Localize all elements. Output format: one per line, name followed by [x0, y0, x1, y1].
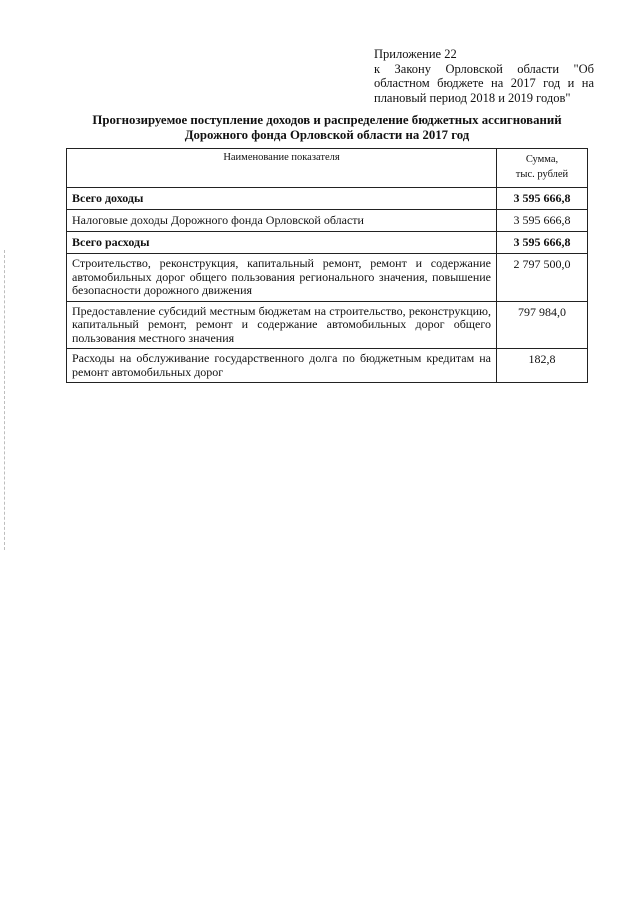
title-line-2: Дорожного фонда Орловской области на 2017 год — [184, 128, 470, 142]
appendix-law-line-3: плановый период 2018 и 2019 годов" — [374, 90, 571, 105]
scan-edge-line — [4, 250, 6, 550]
column-header-sum-line-1: Сумма, — [525, 154, 559, 165]
table-header-row — [67, 149, 588, 188]
table-row-regional-roads — [67, 254, 588, 302]
column-header-sum — [497, 149, 588, 188]
table-row-local-subsidies — [67, 301, 588, 349]
row-sum: 3 595 666,8 — [497, 232, 588, 254]
budget-table — [66, 148, 588, 383]
appendix-reference — [374, 47, 594, 105]
column-header-name: Наименование показателя — [67, 149, 497, 188]
appendix-law-line-1: к Закону Орловской области "Об — [374, 61, 594, 76]
row-name: Предоставление субсидий местным бюджетам на строительство, реконструкцию, капитальный ремонт, ремонт и содержание автомобильных дорог общего пользования местного значения — [67, 301, 497, 349]
row-name: Строительство, реконструкция, капитальный ремонт, ремонт и содержание автомобильных дорог общего пользования регионального значения, повышение безопасности дорожного движения — [67, 254, 497, 302]
document-title — [68, 113, 586, 143]
row-sum: 797 984,0 — [497, 301, 588, 349]
row-name: Налоговые доходы Дорожного фонда Орловской области — [67, 210, 497, 232]
table-row-tax-income — [67, 210, 588, 232]
title-line-1: Прогнозируемое поступление доходов и распределение бюджетных ассигнований — [92, 113, 562, 127]
row-sum: 3 595 666,8 — [497, 188, 588, 210]
appendix-law-line-2: областном бюджете на 2017 год и на — [374, 76, 594, 90]
table-row-total-expenses — [67, 232, 588, 254]
row-sum: 2 797 500,0 — [497, 254, 588, 302]
row-sum: 182,8 — [497, 349, 588, 383]
table-row-total-income — [67, 188, 588, 210]
row-sum: 3 595 666,8 — [497, 210, 588, 232]
row-name: Всего расходы — [67, 232, 497, 254]
table-row-debt-service — [67, 349, 588, 383]
row-name: Расходы на обслуживание государственного долга по бюджетным кредитам на ремонт автомобильных дорог — [67, 349, 497, 383]
appendix-number: Приложение 22 — [374, 47, 457, 61]
row-name: Всего доходы — [67, 188, 497, 210]
column-header-sum-line-2: тыс. рублей — [515, 169, 569, 180]
